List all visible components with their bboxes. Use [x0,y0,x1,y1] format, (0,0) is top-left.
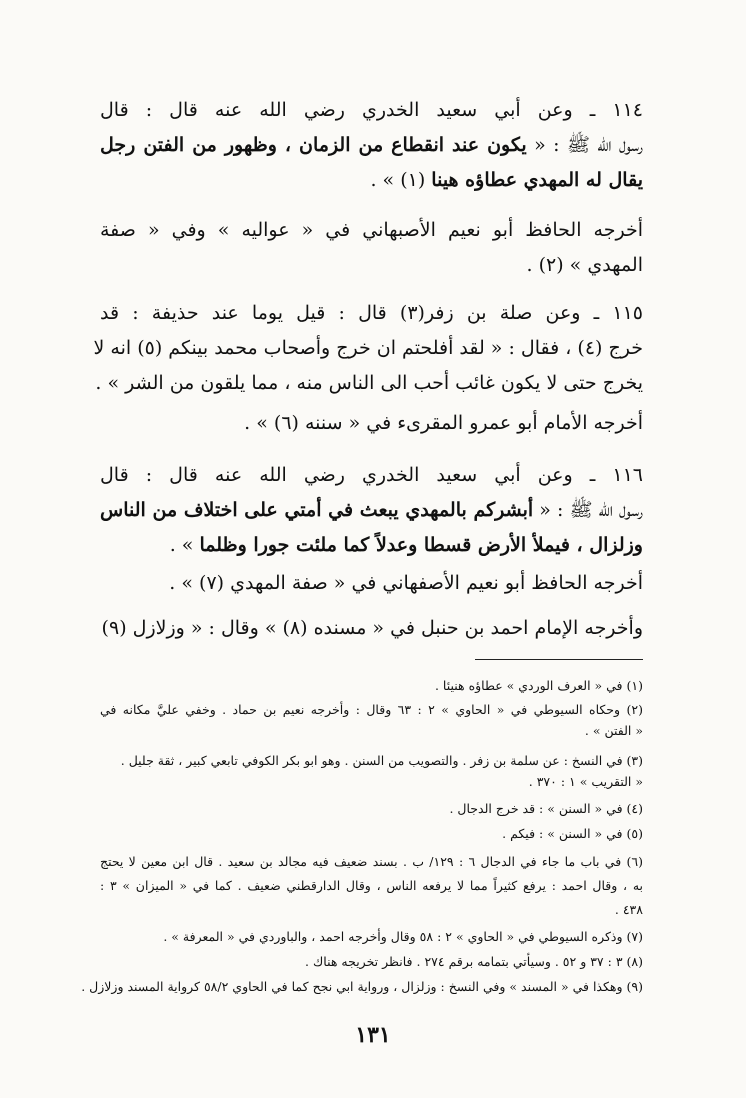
footnote-5: (٥) في « السنن » : فيكم . [502,826,643,841]
hadith-116-line-1-run: ١١٦ ـ وعن أبي سعيد الخدري رضي الله عنه قال : قال [100,464,643,486]
footnote-3-line-2: « التقريب » ١ : ٣٧٠ . [528,774,643,789]
hadith-114-line-3 [100,165,643,195]
footnote-7: (٧) وذكره السيوطي في « الحاوي » ٢ : ٥٨ وقال وأخرجه احمد ، والباوردي في « المعرفة » . [163,929,643,944]
hadith-115-line-1-run: ١١٥ ـ وعن صلة بن زفر(٣) قال : قيل يوما عند حذيفة : قد [100,302,643,324]
hadith-114-line-2-run: رسول الله ﷺ : « [526,134,643,156]
hadith-116-line-3 [100,530,643,560]
hadith-115-line-3-run: يخرج حتى لا يكون غائب أحب الى الناس منه ، مما يلقون من الشر » . [95,372,643,394]
takhrij-114-line-2-run: المهدي » (٢) . [526,254,643,276]
takhrij-114-line-2 [100,250,643,280]
hadith-116-line-1 [100,460,643,490]
footnote-6-line-1: (٦) في باب ما جاء في الدجال ٦ : ١٢٩/ ب . بسند ضعيف فيه مجالد بن سعيد . قال ابن معين لا يحتج [100,854,643,869]
hadith-114-line-1-run: ١١٤ ـ وعن أبي سعيد الخدري رضي الله عنه قال : قال [100,99,643,121]
footnote-6-line-3: ٤٣٨ . [614,902,643,917]
hadith-115-line-2-run: خرج (٤) ، فقال : « لقد أفلحتم ان خرج وأصحاب محمد بينكم (٥) انه لا [93,337,643,359]
takhrij-116-line-2 [100,613,643,643]
footnote-9: (٩) وهكذا في « المسند » وفي النسخ : وزلزال ، ورواية ابي نجح كما في الحاوي ٥٨/٢ كرواية المسند وزلازل . [81,979,643,994]
footnote-separator [475,659,643,660]
footnote-1: (١) في « العرف الوردي » عطاؤه هنيئا . [434,678,643,693]
hadith-114-line-1 [100,95,643,125]
hadith-115-line-1 [100,298,643,328]
takhrij-115-line-1 [100,408,643,438]
page-number: ١٣١ [355,1022,391,1048]
hadith-116-line-2 [100,495,643,525]
footnote-8: (٨) ٣ : ٣٧ و ٥٢ . وسيأتي بتمامه برقم ٢٧٤ . فانظر تخريجه هناك . [305,954,643,969]
takhrij-116-line-1-run: أخرجه الحافظ أبو نعيم الأصفهاني في « صفة المهدي (٧) » . [169,572,643,594]
footnote-2-line-2: « الفتن » . [584,723,643,738]
hadith-115-line-3 [95,368,643,398]
hadith-116-line-3-run: وزلزال ، فيملأ الأرض قسطا وعدلاً كما ملئت جورا وظلما [199,534,643,556]
hadith-114-line-2-run: يكون عند انقطاع من الزمان ، وظهور من الفتن رجل [100,134,527,156]
hadith-116-line-3-run: » . [169,534,200,556]
takhrij-115-line-1-run: أخرجه الأمام أبو عمرو المقرىء في « سننه (٦) » . [244,412,643,434]
hadith-116-line-2-run: رسول الله ﷺ : « [533,499,643,521]
hadith-114-line-2 [100,130,643,160]
footnote-4: (٤) في « السنن » : قد خرج الدجال . [449,801,643,816]
takhrij-114-line-1 [100,215,643,245]
footnote-2-line-1: (٢) وحكاه السيوطي في « الحاوي » ٢ : ٦٣ وقال : وأخرجه نعيم بن حماد . وخفي عليَّ مكانه في [100,702,643,717]
hadith-115-line-2 [93,333,643,363]
hadith-116-line-2-run: أبشركم بالمهدي يبعث في أمتي على اختلاف من الناس [100,499,534,521]
hadith-114-line-3-run: يقال له المهدي عطاؤه هينا [431,169,643,191]
takhrij-116-line-1 [100,568,643,598]
hadith-114-line-3-run: (١) » . [370,169,432,191]
footnote-6-line-2: به ، وقال احمد : يرفع كثيراً مما لا يرفعه الناس ، وقال الدارقطني ضعيف . كما في « الميزان » ٣ : [100,878,643,893]
footnote-3-line-1: (٣) في النسخ : عن سلمة بن زفر . والتصويب من السنن . وهو ابو بكر الكوفي تابعي كبير ، ثقة جليل . [120,753,643,768]
takhrij-114-line-1-run: أخرجه الحافظ أبو نعيم الأصبهاني في « عواليه » وفي « صفة [100,219,643,241]
takhrij-116-line-2-run: وأخرجه الإمام احمد بن حنبل في « مسنده (٨) » وقال : « وزلازل (٩) [101,617,643,639]
